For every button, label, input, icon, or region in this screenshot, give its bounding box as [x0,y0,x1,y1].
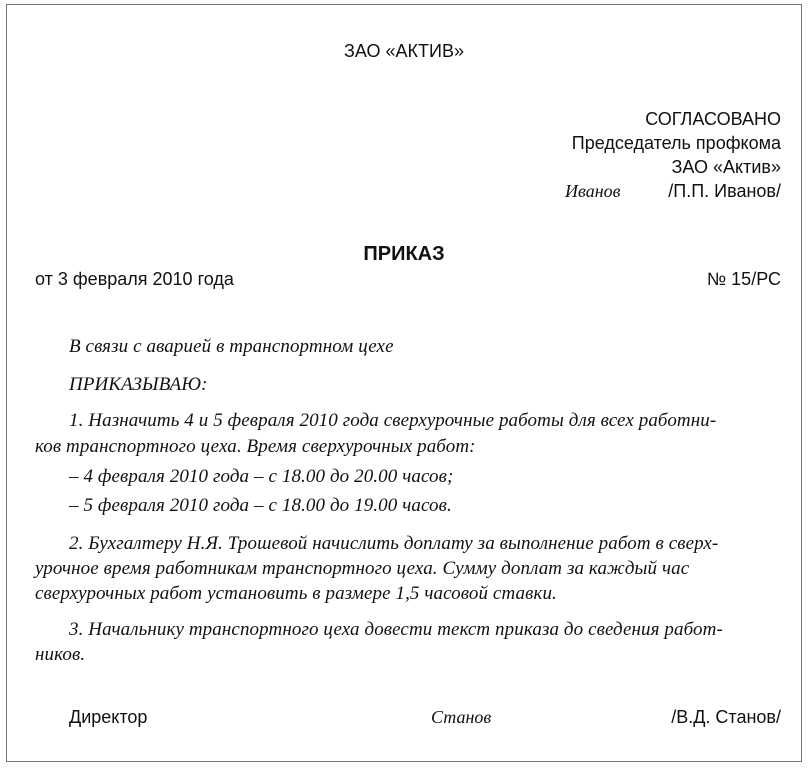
item3-line1: 3. Начальнику транспортного цеха довести текст приказа до сведения работ- [69,619,723,640]
approval-signature: Иванов [565,181,621,201]
item2-line3: сверхурочных работ установить в размере 1,5 часовой ставки. [35,583,557,604]
approval-name: /П.П. Иванов/ [668,181,781,201]
item1-line1: 1. Назначить 4 и 5 февраля 2010 года сверхурочные работы для всех работни- [69,410,717,431]
document-date: от 3 февраля 2010 года [35,269,234,289]
approval-position: Председатель профкома [571,133,781,153]
approval-heading: СОГЛАСОВАНО [645,109,781,129]
document-page [6,4,802,762]
document-title: ПРИКАЗ [363,243,445,265]
item2-line1: 2. Бухгалтеру Н.Я. Трошевой начислить доплату за выполнение работ в сверх- [69,533,719,554]
approval-company: ЗАО «Актив» [671,157,781,177]
item2-line2: урочное время работникам транспортного цеха. Сумму доплат за каждый час [35,558,690,579]
item1-sub2: – 5 февраля 2010 года – с 18.00 до 19.00 часов. [69,495,452,516]
preamble: В связи с аварией в транспортном цехе [69,336,394,357]
item1-line2: ков транспортного цеха. Время сверхурочных работ: [35,436,476,457]
organization-name: ЗАО «АКТИВ» [344,41,464,61]
director-position: Директор [69,707,148,727]
director-name: /В.Д. Станов/ [671,707,781,727]
director-signature: Станов [431,707,492,727]
order-word: ПРИКАЗЫВАЮ: [69,374,208,395]
item1-sub1: – 4 февраля 2010 года – с 18.00 до 20.00 часов; [69,466,454,487]
item3-line2: ников. [35,644,86,665]
document-number: № 15/РС [706,269,781,289]
